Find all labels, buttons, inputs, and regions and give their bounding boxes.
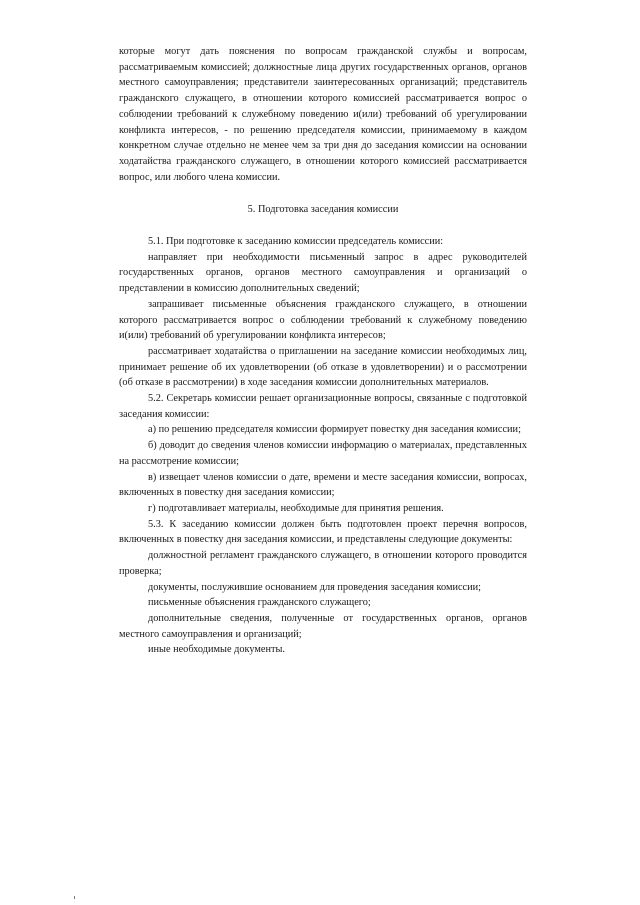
list-item: б) доводит до сведения членов комиссии информацию о материалах, представленных на рассмотрение комиссии; — [119, 440, 527, 467]
paragraph-5-1: 5.1. При подготовке к заседанию комиссии председатель комиссии: — [148, 236, 444, 248]
list-item: рассматривает ходатайства о приглашении на заседание комиссии необходимых лиц, принимает решение об их удовлетворении (об отказе в удовлетворении) и о рассмотрении (об отказе в рассмотрении) в ходе заседания комиссии дополнительных материалов. — [119, 345, 527, 389]
section-heading: 5. Подготовка заседания комиссии — [247, 204, 399, 216]
list-item: иные необходимые документы. — [148, 644, 285, 656]
list-item: должностной регламент гражданского служащего, в отношении которого проводится проверка; — [119, 550, 527, 577]
list-item: дополнительные сведения, полученные от государственных органов, органов местного самоуправления и организаций; — [119, 612, 527, 640]
list-item: запрашивает письменные объяснения гражданского служащего, в отношении которого рассматривается вопрос о соблюдении требований к служебному поведению и(или) требований об урегулировании конфликта интересов; — [119, 298, 527, 342]
list-item: в) извещает членов комиссии о дате, времени и месте заседания комиссии, вопросах, включенных в повестку дня заседания комиссии; — [119, 471, 527, 499]
paragraph-5-3: 5.3. К заседанию комиссии должен быть подготовлен проект перечня вопросов, включенных в повестку дня заседания комиссии, и представлены следующие документы: — [119, 518, 527, 546]
list-item: письменные объяснения гражданского служащего; — [148, 597, 371, 609]
list-item: г) подготавливает материалы, необходимые для принятия решения. — [148, 502, 444, 514]
paragraph-5-2: 5.2. Секретарь комиссии решает организационные вопросы, связанные с подготовкой заседания комиссии: — [119, 393, 527, 420]
scan-mark — [74, 896, 75, 899]
document-page — [119, 44, 527, 658]
list-item: документы, послужившие основанием для проведения заседания комиссии; — [148, 581, 481, 593]
continuation-paragraph: которые могут дать пояснения по вопросам гражданской службы и вопросам, рассматриваемым комиссией; должностные лица других государственных органов, органов местного самоуправления; представители заинтересованных организаций; представитель гражданского служащего, в отношении которого комиссией рассматривается вопрос о соблюдении требований к служебному поведению и(или) требований об урегулировании конфликта интересов, - по решению председателя комиссии, принимаемому в каждом конкретном случае отдельно не менее чем за три дня до заседания комиссии на основании ходатайства гражданского служащего, в отношении которого комиссией рассматривается вопрос, или любого члена комиссии. — [119, 46, 527, 183]
list-item: а) по решению председателя комиссии формирует повестку дня заседания комиссии; — [148, 424, 521, 436]
list-item: направляет при необходимости письменный запрос в адрес руководителей государственных органов, органов местного самоуправления и организаций о представлении в комиссию дополнительных сведений; — [119, 251, 527, 295]
